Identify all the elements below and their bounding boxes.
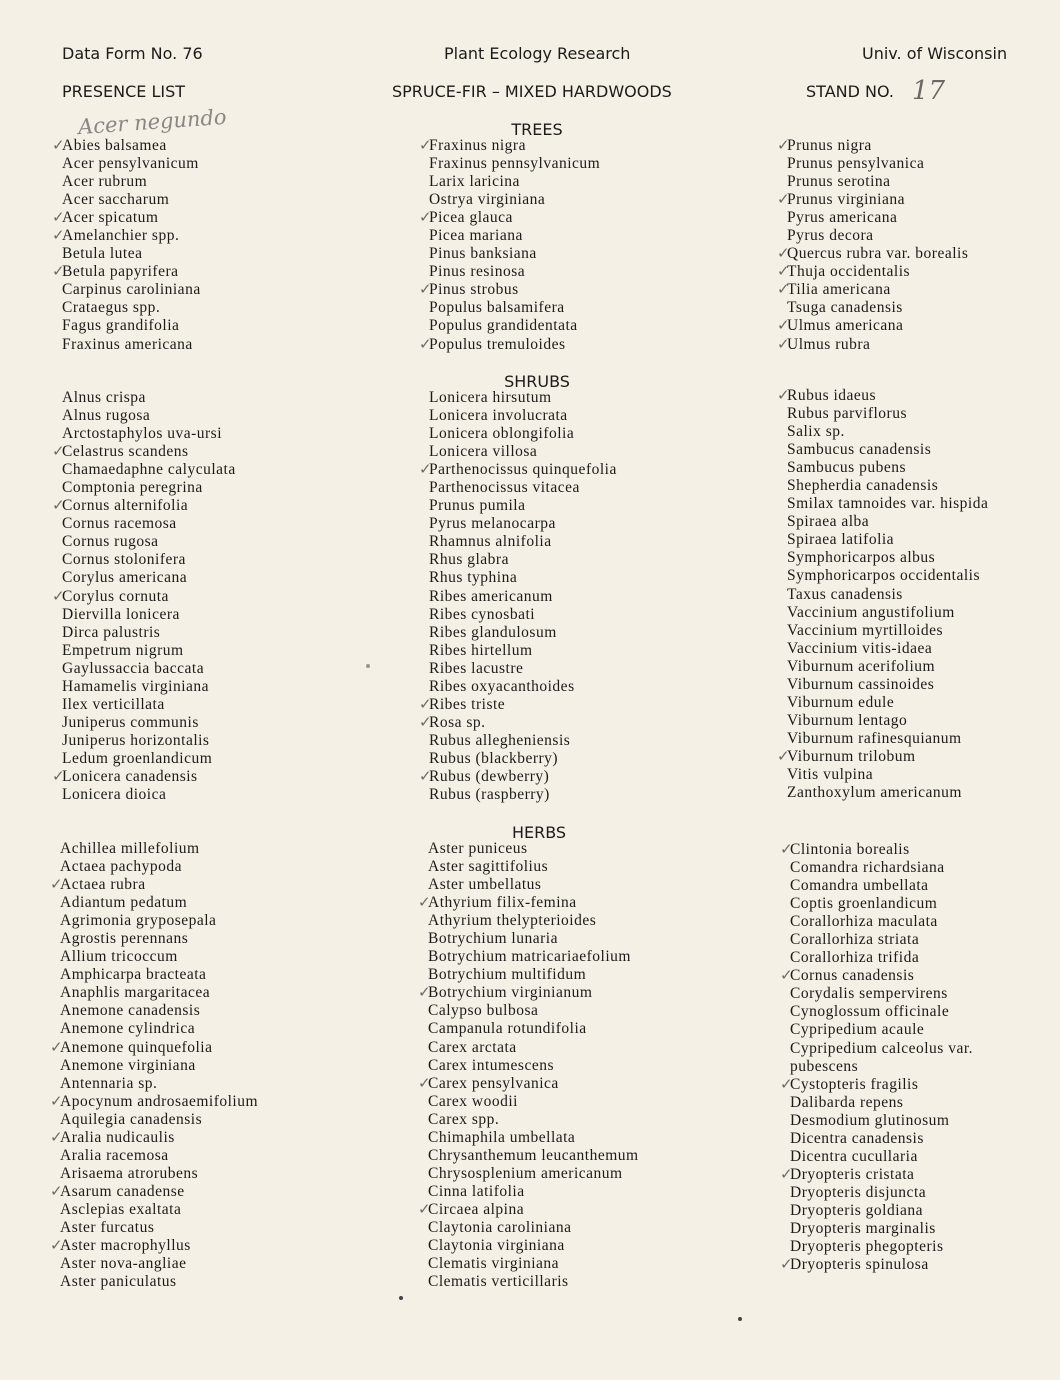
species-item: Smilax tamnoides var. hispida [787, 495, 989, 513]
species-item: Cornus stolonifera [62, 551, 186, 569]
species-item: ✓ Aralia nudicaulis [60, 1129, 380, 1147]
species-item: ✓ Prunus virginiana [787, 191, 1060, 209]
species-item: ✓ Botrychium virginianum [428, 984, 748, 1002]
species-item: Ostrya virginiana [429, 191, 546, 209]
species-item: Spiraea latifolia [787, 531, 895, 549]
species-item: ✓ Amelanchier spp. [62, 227, 382, 245]
species-item: Cypripedium acaule [790, 1021, 925, 1039]
species-item: ✓ Pinus strobus [429, 281, 749, 299]
species-item: ✓ Dryopteris spinulosa [790, 1256, 1060, 1274]
species-item: Comptonia peregrina [62, 479, 203, 497]
species-item: Corallorhiza trifida [790, 949, 920, 967]
stand-number: 17 [912, 76, 946, 106]
form-title: Plant Ecology Research [444, 44, 631, 63]
species-item: Arctostaphylos uva-ursi [62, 425, 223, 443]
species-item: Botrychium multifidum [428, 966, 587, 984]
species-item: Campanula rotundifolia [428, 1020, 587, 1038]
species-item: ✓ Aster macrophyllus [60, 1237, 380, 1255]
species-item: ✓ Athyrium filix-femina [428, 894, 748, 912]
species-item: Ledum groenlandicum [62, 749, 213, 767]
herbs-list-col3 [790, 841, 1060, 1274]
species-item: Pinus banksiana [429, 245, 537, 263]
species-item: Antennaria sp. [60, 1074, 158, 1092]
species-item: ✓ Asarum canadense [60, 1183, 380, 1201]
species-item: Amphicarpa bracteata [60, 966, 207, 984]
species-item: ✓ Ulmus rubra [787, 336, 1060, 354]
species-item: Viburnum rafinesquianum [787, 729, 962, 747]
species-item: Rhus glabra [429, 551, 509, 569]
species-item: Acer rubrum [62, 173, 148, 191]
species-item: Alnus rugosa [62, 407, 151, 425]
species-item: Alnus crispa [62, 389, 146, 406]
species-item: ✓ Carex pensylvanica [428, 1075, 748, 1093]
species-item: Comandra umbellata [790, 877, 929, 895]
species-item: Populus balsamifera [429, 299, 565, 317]
species-item: Picea mariana [429, 227, 523, 245]
species-item: Clematis verticillaris [428, 1273, 569, 1291]
species-item: Aster sagittifolius [428, 858, 549, 876]
species-item: ✓ Prunus nigra [787, 137, 1060, 155]
shrubs-heading: SHRUBS [504, 372, 570, 391]
species-item: Parthenocissus vitacea [429, 479, 580, 497]
species-item: Botrychium lunaria [428, 930, 558, 948]
species-item: Crataegus spp. [62, 299, 161, 317]
handwritten-note: Acer negundo [77, 104, 228, 140]
species-item: Pyrus decora [787, 227, 874, 245]
species-item: ✓ Dryopteris cristata [790, 1166, 1060, 1184]
species-item: Viburnum lentago [787, 711, 908, 729]
species-item: Lonicera hirsutum [429, 389, 552, 406]
species-item: ✓ Anemone quinquefolia [60, 1039, 380, 1057]
species-item: ✓ Actaea rubra [60, 876, 380, 894]
species-item: Prunus serotina [787, 173, 891, 191]
trees-list-col3 [787, 137, 1060, 354]
species-item: ✓ Cystopteris fragilis [790, 1076, 1060, 1094]
species-item: Juniperus communis [62, 713, 199, 731]
species-item: Dicentra canadensis [790, 1129, 924, 1147]
species-item: Fraxinus americana [62, 335, 193, 353]
species-item: Adiantum pedatum [60, 894, 188, 912]
shrubs-list-col3 [787, 387, 1060, 802]
species-item: ✓ Cornus alternifolia [62, 497, 382, 515]
species-item: Claytonia caroliniana [428, 1218, 572, 1236]
species-item: Clematis virginiana [428, 1255, 560, 1273]
herbs-list-col2 [428, 840, 748, 1291]
species-item: ✓ Rubus (dewberry) [429, 768, 749, 786]
species-item: Rhamnus alnifolia [429, 533, 552, 551]
species-item: Vaccinium myrtilloides [787, 621, 944, 639]
species-item: Aster furcatus [60, 1218, 155, 1236]
shrubs-list-col1 [62, 389, 382, 804]
species-item: Shepherdia canadensis [787, 477, 939, 495]
species-item: Desmodium glutinosum [790, 1111, 950, 1129]
species-item: pubescens [790, 1057, 859, 1075]
species-item: Betula lutea [62, 245, 143, 263]
herbs-heading: HERBS [511, 823, 567, 842]
species-item: Lonicera dioica [62, 786, 167, 804]
university-name: Univ. of Wisconsin [862, 44, 1008, 63]
species-item: Coptis groenlandicum [790, 895, 938, 913]
species-item: Pyrus melanocarpa [429, 515, 556, 533]
species-item: ✓ Viburnum trilobum [787, 748, 1060, 766]
species-item: Aster umbellatus [428, 876, 542, 894]
species-item: Ribes cynosbati [429, 605, 536, 623]
stray-mark [366, 664, 370, 668]
species-item: Carex woodii [428, 1092, 518, 1110]
species-item: Vitis vulpina [787, 765, 874, 783]
trees-list-col1 [62, 137, 382, 354]
species-item: Anemone cylindrica [60, 1020, 196, 1038]
species-item: ✓ Acer spicatum [62, 209, 382, 227]
shrubs-list-col2 [429, 389, 749, 804]
species-item: Comandra richardsiana [790, 859, 945, 877]
species-item: Carex arctata [428, 1038, 517, 1056]
species-item: Aquilegia canadensis [60, 1110, 203, 1128]
species-item: Rubus allegheniensis [429, 731, 571, 749]
species-item: Spiraea alba [787, 513, 870, 531]
species-item: Actaea pachypoda [60, 858, 183, 876]
species-item: Cornus rugosa [62, 533, 159, 551]
species-item: Tsuga canadensis [787, 299, 903, 317]
herbs-list-col1 [60, 840, 380, 1291]
species-item: Lonicera oblongifolia [429, 425, 575, 443]
species-item: ✓ Corylus cornuta [62, 588, 382, 606]
species-item: Chrysanthemum leucanthemum [428, 1146, 639, 1164]
species-item: Dalibarda repens [790, 1093, 904, 1111]
species-item: Agrostis perennans [60, 930, 189, 948]
species-item: ✓ Circaea alpina [428, 1201, 748, 1219]
species-item: Chrysosplenium americanum [428, 1164, 623, 1182]
species-item: Viburnum edule [787, 693, 895, 711]
species-item: Fagus grandifolia [62, 317, 180, 335]
species-item: Taxus canadensis [787, 585, 903, 603]
species-item: Ribes hirtellum [429, 641, 533, 659]
species-item: Empetrum nigrum [62, 641, 184, 659]
species-item: Symphoricarpos albus [787, 549, 936, 567]
species-item: Anemone canadensis [60, 1002, 201, 1020]
species-item: Dryopteris marginalis [790, 1219, 936, 1237]
species-item: Fraxinus pennsylvanicum [429, 155, 601, 173]
trees-heading: TREES [511, 120, 563, 139]
species-item: Sambucus pubens [787, 459, 907, 477]
species-item: Diervilla lonicera [62, 605, 180, 623]
species-item: Sambucus canadensis [787, 441, 932, 459]
species-item: Rhus typhina [429, 569, 518, 587]
species-item: Symphoricarpos occidentalis [787, 567, 980, 585]
species-item: ✓ Rosa sp. [429, 714, 749, 732]
species-item: ✓ Ulmus americana [787, 317, 1060, 335]
species-item: Pyrus americana [787, 209, 898, 227]
stand-label: STAND NO. [806, 82, 895, 101]
species-item: ✓ Apocynum androsaemifolium [60, 1093, 380, 1111]
species-item: Carex spp. [428, 1110, 500, 1128]
species-item: Ribes glandulosum [429, 623, 557, 641]
species-item: Chamaedaphne calyculata [62, 461, 236, 479]
species-item: Dryopteris disjuncta [790, 1183, 927, 1201]
species-item: ✓ Abies balsamea [62, 137, 382, 155]
species-item: ✓ Clintonia borealis [790, 841, 1060, 859]
species-item: Ilex verticillata [62, 695, 165, 713]
species-item: Juniperus horizontalis [62, 731, 210, 749]
form-number: Data Form No. 76 [62, 44, 203, 63]
species-item: ✓ Ribes triste [429, 696, 749, 714]
species-item: Corydalis sempervirens [790, 985, 948, 1003]
species-item: Calypso bulbosa [428, 1002, 539, 1020]
species-item: Corylus americana [62, 569, 188, 587]
species-item: Allium tricoccum [60, 948, 178, 966]
species-item: Dryopteris phegopteris [790, 1238, 944, 1256]
species-item: Ribes americanum [429, 587, 553, 605]
species-item: ✓ Lonicera canadensis [62, 768, 382, 786]
species-item: Prunus pensylvanica [787, 155, 925, 173]
species-item: Asclepias exaltata [60, 1200, 182, 1218]
species-item: Dryopteris goldiana [790, 1201, 924, 1219]
species-item: Arisaema atrorubens [60, 1164, 199, 1182]
species-item: Anaphlis margaritacea [60, 984, 211, 1002]
species-item: ✓ Cornus canadensis [790, 967, 1060, 985]
species-item: Zanthoxylum americanum [787, 784, 962, 802]
species-item: Rubus (raspberry) [429, 786, 550, 804]
species-item: Gaylussaccia baccata [62, 659, 205, 677]
species-item: Cypripedium calceolus var. [790, 1039, 974, 1057]
species-item: ✓ Fraxinus nigra [429, 137, 749, 155]
species-item: Aster nova-angliae [60, 1255, 187, 1273]
species-item: Botrychium matricariaefolium [428, 948, 631, 966]
species-item: Rubus parviflorus [787, 405, 908, 423]
species-item: Populus grandidentata [429, 317, 578, 335]
species-item: Aster paniculatus [60, 1273, 177, 1291]
species-item: Viburnum cassinoides [787, 675, 935, 693]
species-item: ✓ Thuja occidentalis [787, 263, 1060, 281]
species-item: Rubus (blackberry) [429, 749, 559, 767]
species-item: Ribes oxyacanthoides [429, 677, 575, 695]
species-item: Lonicera villosa [429, 443, 538, 461]
species-item: ✓ Rubus idaeus [787, 387, 1060, 405]
species-item: ✓ Quercus rubra var. borealis [787, 245, 1060, 263]
species-item: Pinus resinosa [429, 263, 526, 281]
species-item: ✓ Celastrus scandens [62, 443, 382, 461]
species-item: ✓ Parthenocissus quinquefolia [429, 461, 749, 479]
species-item: Vaccinium vitis-idaea [787, 639, 933, 657]
species-item: Salix sp. [787, 423, 845, 441]
stray-mark [738, 1317, 742, 1321]
species-item: Anemone virginiana [60, 1056, 196, 1074]
species-item: Corallorhiza maculata [790, 913, 938, 931]
species-item: ✓ Betula papyrifera [62, 263, 382, 281]
species-item: Acer saccharum [62, 191, 170, 209]
species-item: Agrimonia gryposepala [60, 912, 217, 930]
species-item: Acer pensylvanicum [62, 155, 199, 173]
trees-list-col2 [429, 137, 749, 354]
species-item: Dirca palustris [62, 623, 161, 641]
species-item: Carex intumescens [428, 1056, 555, 1074]
species-item: Prunus pumila [429, 497, 526, 515]
species-item: Hamamelis virginiana [62, 677, 210, 695]
species-item: ✓ Tilia americana [787, 281, 1060, 299]
species-item: Viburnum acerifolium [787, 657, 936, 675]
species-item: Cynoglossum officinale [790, 1003, 950, 1021]
species-item: Claytonia virginiana [428, 1237, 565, 1255]
species-item: Carpinus caroliniana [62, 281, 201, 299]
community-title: SPRUCE-FIR – MIXED HARDWOODS [392, 82, 672, 101]
species-item: Aralia racemosa [60, 1146, 169, 1164]
stray-mark [399, 1296, 403, 1300]
species-item: Vaccinium angustifolium [787, 603, 955, 621]
species-item: Athyrium thelypterioides [428, 912, 597, 930]
species-item: Achillea millefolium [60, 840, 200, 857]
species-item: Corallorhiza striata [790, 931, 920, 949]
species-item: Dicentra cucullaria [790, 1147, 918, 1165]
species-item: Lonicera involucrata [429, 407, 568, 425]
species-item: Larix laricina [429, 173, 520, 191]
presence-list-title: PRESENCE LIST [62, 82, 186, 101]
species-item: Aster puniceus [428, 840, 528, 857]
species-item: ✓ Picea glauca [429, 209, 749, 227]
species-item: Cornus racemosa [62, 515, 177, 533]
species-item: Cinna latifolia [428, 1182, 525, 1200]
species-item: ✓ Populus tremuloides [429, 336, 749, 354]
species-item: Ribes lacustre [429, 659, 524, 677]
species-item: Chimaphila umbellata [428, 1128, 576, 1146]
